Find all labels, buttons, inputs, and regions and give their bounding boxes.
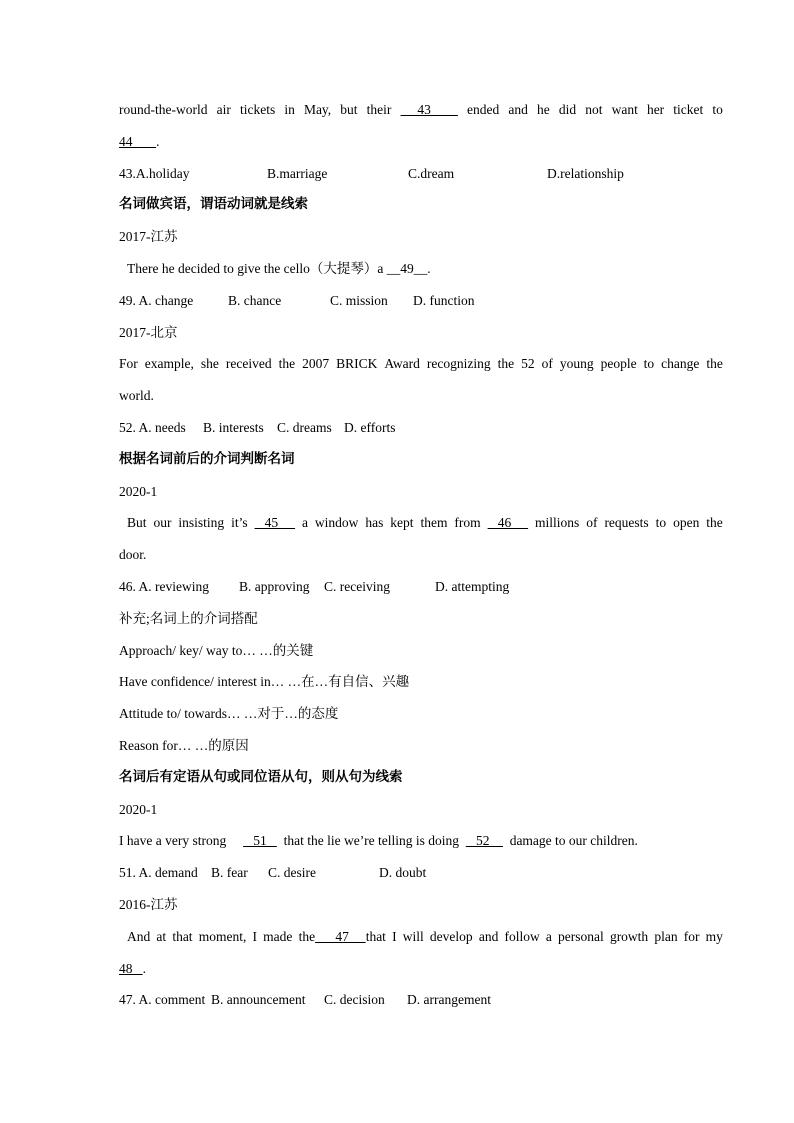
word: want bbox=[611, 102, 638, 117]
blank-51: 51 bbox=[243, 833, 277, 849]
word: BRICK bbox=[336, 356, 378, 372]
option-c: C. decision bbox=[324, 992, 385, 1008]
word: and bbox=[508, 102, 528, 117]
word: air bbox=[216, 102, 231, 117]
word: insisting bbox=[178, 515, 225, 531]
section-heading: 名词后有定语从句或同位语从句，则从句为线索 bbox=[119, 768, 403, 785]
word: the bbox=[706, 356, 723, 372]
blank-49: __49__ bbox=[386, 260, 428, 276]
word: of bbox=[586, 515, 598, 531]
option-c: C. dreams bbox=[277, 419, 332, 435]
note-line: 补充;名词上的介词搭配 bbox=[119, 610, 258, 626]
word: 2007 bbox=[302, 356, 330, 372]
option-c: C.dream bbox=[408, 165, 455, 181]
blank-47: 47 bbox=[315, 928, 366, 944]
word: May, bbox=[303, 102, 332, 117]
word: our bbox=[153, 515, 172, 531]
word: a bbox=[545, 928, 552, 944]
source-year: 2017-北京 bbox=[119, 324, 178, 340]
option-a: 52. A. needs bbox=[119, 419, 186, 435]
blank-44: 44 bbox=[119, 133, 157, 149]
word: plan bbox=[654, 928, 678, 944]
option-b: B. chance bbox=[228, 292, 282, 308]
word: ticket bbox=[673, 102, 704, 117]
word: my bbox=[705, 928, 723, 944]
word: to bbox=[712, 102, 723, 117]
word: change bbox=[661, 356, 700, 372]
word: example, bbox=[144, 356, 194, 372]
word: window bbox=[314, 515, 359, 531]
question-line bbox=[119, 507, 723, 539]
word: moment, bbox=[198, 928, 247, 944]
blank-43: 43 bbox=[400, 102, 458, 117]
source-year: 2020-1 bbox=[119, 483, 158, 499]
option-b: B.marriage bbox=[267, 165, 328, 181]
word: her bbox=[646, 102, 665, 117]
word: in bbox=[284, 102, 295, 117]
option-d: D. attempting bbox=[435, 578, 510, 594]
question-line bbox=[119, 348, 723, 380]
word: will bbox=[402, 928, 424, 944]
word: tickets bbox=[239, 102, 276, 117]
word: people bbox=[600, 356, 637, 372]
word: a bbox=[301, 515, 308, 531]
source-year: 2020-1 bbox=[119, 801, 158, 817]
question-line: door. bbox=[119, 547, 147, 563]
word: them bbox=[420, 515, 448, 531]
option-d: D. function bbox=[413, 292, 475, 308]
options-line bbox=[119, 412, 723, 444]
sentence: I have a very strong bbox=[119, 833, 244, 849]
word: But bbox=[127, 515, 147, 531]
section-heading: 根据名词前后的介词判断名词 bbox=[119, 450, 295, 467]
period: . bbox=[142, 960, 146, 976]
blank-52: 52 bbox=[465, 833, 503, 849]
word: has bbox=[365, 515, 384, 531]
option-d: D.relationship bbox=[547, 165, 624, 181]
option-a: 47. A. comment bbox=[119, 992, 206, 1008]
sentence: There he decided to give the cello（大提琴）a bbox=[127, 260, 387, 276]
option-a: 49. A. change bbox=[119, 292, 194, 308]
note-line: Attitude to/ towards… …对于…的态度 bbox=[119, 706, 339, 722]
word: not bbox=[585, 102, 603, 117]
passage-line bbox=[119, 126, 723, 158]
word: recognizing bbox=[426, 356, 491, 372]
question-line bbox=[119, 253, 723, 285]
word: for bbox=[683, 928, 700, 944]
document-page bbox=[119, 94, 723, 1016]
options-line bbox=[119, 857, 723, 889]
options-line bbox=[119, 285, 723, 317]
blank-45: 45 bbox=[254, 515, 296, 531]
word: For bbox=[119, 356, 138, 372]
question-line: world. bbox=[119, 388, 154, 404]
word: but bbox=[340, 102, 358, 117]
word: from bbox=[454, 515, 481, 531]
source-year: 2016-江苏 bbox=[119, 896, 178, 912]
word: ended bbox=[467, 102, 500, 117]
option-a: 43.A.holiday bbox=[119, 165, 190, 181]
word: round-the-world bbox=[119, 102, 208, 117]
question-line bbox=[119, 825, 723, 857]
word: made bbox=[263, 928, 293, 944]
option-b: B. fear bbox=[211, 865, 248, 881]
period: . bbox=[427, 260, 431, 276]
question-line bbox=[119, 921, 723, 953]
option-d: D. doubt bbox=[379, 865, 427, 881]
word: personal bbox=[558, 928, 604, 944]
word: Award bbox=[384, 356, 420, 372]
note-line: Reason for… …的原因 bbox=[119, 737, 249, 753]
option-b: B. announcement bbox=[211, 992, 306, 1008]
option-b: B. interests bbox=[203, 419, 264, 435]
sentence: that the lie we’re telling is doing bbox=[276, 833, 466, 849]
word: to bbox=[643, 356, 655, 372]
word: received bbox=[225, 356, 272, 372]
word: I bbox=[252, 928, 257, 944]
blank-48: 48 bbox=[119, 960, 143, 976]
note-line: Have confidence/ interest in… …在…有自信、兴趣 bbox=[119, 674, 410, 690]
word: millions bbox=[535, 515, 580, 531]
word: the bbox=[497, 356, 515, 372]
options-line bbox=[119, 984, 723, 1016]
word: at bbox=[156, 928, 167, 944]
option-c: C. desire bbox=[268, 865, 316, 881]
options-line bbox=[119, 158, 723, 190]
option-d: D. arrangement bbox=[407, 992, 491, 1008]
word: the bbox=[278, 356, 296, 372]
option-a: 51. A. demand bbox=[119, 865, 198, 881]
word: and bbox=[478, 928, 499, 944]
word: growth bbox=[609, 928, 649, 944]
sentence: damage to our children. bbox=[502, 833, 638, 849]
option-c: C. mission bbox=[330, 292, 388, 308]
options-line bbox=[119, 571, 723, 603]
word: I bbox=[392, 928, 397, 944]
word: she bbox=[200, 356, 219, 372]
source-year: 2017-江苏 bbox=[119, 229, 178, 245]
word: it’s bbox=[231, 515, 248, 531]
option-d: D. efforts bbox=[344, 419, 396, 435]
blank-46: 46 bbox=[487, 515, 529, 531]
word: open bbox=[673, 515, 700, 531]
word: their bbox=[366, 102, 392, 117]
option-b: B. approving bbox=[239, 578, 310, 594]
word: to bbox=[655, 515, 667, 531]
word: of bbox=[541, 356, 553, 372]
note-line: Approach/ key/ way to… …的关键 bbox=[119, 642, 314, 658]
blank-52: 52 bbox=[521, 356, 535, 372]
word: young bbox=[559, 356, 594, 372]
word: that bbox=[365, 928, 386, 944]
word: follow bbox=[504, 928, 540, 944]
word: requests bbox=[604, 515, 649, 531]
passage-line bbox=[119, 94, 723, 126]
period: . bbox=[156, 133, 160, 149]
word: kept bbox=[390, 515, 414, 531]
word: the bbox=[298, 928, 316, 944]
question-line bbox=[119, 953, 723, 985]
option-a: 46. A. reviewing bbox=[119, 578, 209, 594]
word: did bbox=[558, 102, 577, 117]
word: that bbox=[172, 928, 193, 944]
word: develop bbox=[429, 928, 473, 944]
word: he bbox=[536, 102, 550, 117]
word: the bbox=[706, 515, 723, 531]
word: And bbox=[127, 928, 151, 944]
section-heading: 名词做宾语，谓语动词就是线索 bbox=[119, 196, 308, 213]
option-c: C. receiving bbox=[324, 578, 390, 594]
